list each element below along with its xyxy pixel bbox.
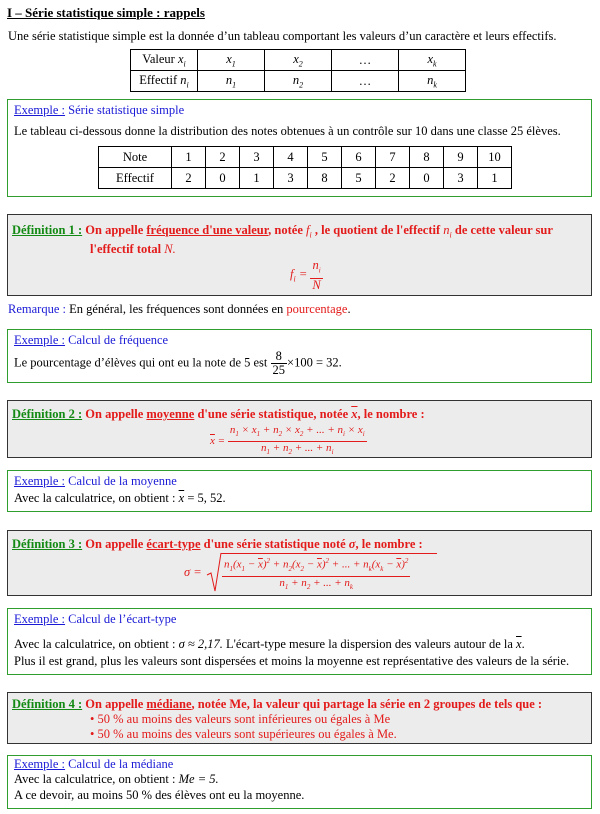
def-text: On appelle — [82, 537, 147, 551]
example-box-4 — [7, 608, 592, 675]
definition-term: fréquence d'une valeur — [146, 223, 269, 237]
fraction-numerator: 8 — [271, 350, 288, 364]
example-heading — [14, 474, 177, 489]
note-cell: 2 — [206, 147, 240, 168]
note-cell: 8 — [410, 147, 444, 168]
def-text: On appelle — [82, 697, 147, 711]
definition-box-3 — [7, 530, 592, 596]
example-body: Le pourcentage d’élèves qui ont eu la note de 5 est — [14, 355, 268, 370]
example-label: Exemple : — [14, 612, 66, 626]
count-cell: 3 — [444, 168, 478, 189]
cell-xk: $x_k$ — [399, 50, 466, 71]
note-cell: 7 — [376, 147, 410, 168]
sigma-symbol: σ — [348, 537, 356, 551]
definition-4-text — [12, 697, 542, 712]
count-cell: 3 — [274, 168, 308, 189]
def-text: de cette valeur sur — [451, 223, 553, 237]
count-cell: 2 — [172, 168, 206, 189]
note-cell: 10 — [478, 147, 512, 168]
count-cell: 1 — [240, 168, 274, 189]
count-cell: 8 — [308, 168, 342, 189]
example-title: Calcul de la médiane — [68, 757, 174, 771]
example-heading — [14, 103, 184, 118]
note-cell: 1 — [172, 147, 206, 168]
example-line-2: Plus il est grand, plus les valeurs sont dispersées et moins la moyenne est représentative des valeurs de la série. — [14, 654, 570, 668]
stddev-formula: $\frac{n_1(x_1 - \overline{x})^2 + n_2(x_2 - \overline{x})^2 + ... + n_k(x_k - \overline{x})^2}{n_1 + n_2 + ... + n_k}$ — [224, 557, 409, 592]
example-label: Exemple : — [14, 333, 66, 347]
sigma-lhs: σ = — [184, 565, 202, 579]
median-bullet-1: • 50 % au moins des valeurs sont inférieures ou égales à Me — [90, 712, 391, 726]
definition-term: moyenne — [146, 407, 195, 421]
cell-n2: $n_2$ — [265, 71, 332, 92]
intro-text: Une série statistique simple est la donnée d’un tableau comportant les valeurs d’un caractère et leurs effectifs. — [8, 29, 557, 43]
example-body: Avec la calculatrice, on obtient : — [14, 637, 176, 651]
def-text: l'effectif total — [90, 242, 165, 256]
mean-value: = 5, 52. — [187, 491, 226, 505]
example-title: Calcul de l’écart-type — [68, 612, 177, 626]
def-text: , notée Me, la valeur qui partage la série en 2 groupes de tels que : — [191, 697, 543, 711]
median-value: Me = 5. — [178, 772, 219, 786]
example-body: Avec la calculatrice, on obtient : — [14, 491, 176, 505]
example-title: Calcul de la moyenne — [68, 474, 177, 488]
example-box-3 — [7, 470, 592, 512]
example-text: Le tableau ci-dessous donne la distribution des notes obtenues à un contrôle sur 10 dans une classe 25 élèves. — [14, 124, 561, 138]
cell-n1: $n_1$ — [198, 71, 265, 92]
count-cell: 1 — [478, 168, 512, 189]
remark-body: En général, les fréquences sont données en — [65, 302, 287, 316]
note-cell: 3 — [240, 147, 274, 168]
notes-header-label: Note — [99, 147, 172, 168]
definition-box-1 — [7, 214, 592, 296]
frequency-formula: $f_i$ = $\frac{n_i}{N}$ — [290, 258, 321, 292]
example-text — [14, 350, 342, 377]
example-box-5 — [7, 755, 592, 809]
count-cell: 0 — [206, 168, 240, 189]
note-cell: 4 — [274, 147, 308, 168]
example-box-1 — [7, 99, 592, 197]
definition-table — [130, 49, 466, 92]
cell-x1: $x_1$ — [198, 50, 265, 71]
def-text: , notée — [268, 223, 306, 237]
median-bullet-2: • 50 % au moins des valeurs sont supérieures ou égales à Me. — [90, 727, 397, 741]
cell-dots: … — [332, 50, 399, 71]
section-title: I – Série statistique simple : rappels — [7, 5, 205, 20]
definition-1-line2 — [90, 242, 176, 257]
example-box-2 — [7, 329, 592, 383]
definition-label: Définition 3 : — [12, 537, 83, 551]
cell-nk: $n_k$ — [399, 71, 466, 92]
note-cell: 5 — [308, 147, 342, 168]
definition-term: médiane — [146, 697, 192, 711]
sqrt-bar — [221, 553, 437, 554]
remark-end: . — [347, 302, 351, 316]
definition-label: Définition 4 : — [12, 697, 83, 711]
example-text: Avec la calculatrice, on obtient : $\overline{x} = 5$, 52. — [14, 491, 226, 505]
remark-text — [8, 302, 351, 317]
example-line-2: A ce devoir, au moins 50 % des élèves ont eu la moyenne. — [14, 788, 305, 802]
definition-box-4 — [7, 692, 592, 744]
count-cell: 2 — [376, 168, 410, 189]
example-title: Série statistique simple — [68, 103, 185, 117]
definition-label: Définition 1 : — [12, 223, 83, 237]
def-text: On appelle — [82, 407, 147, 421]
example-label: Exemple : — [14, 474, 66, 488]
example-heading — [14, 612, 176, 627]
example-result: ×100 = 32. — [287, 355, 342, 370]
example-heading — [14, 757, 173, 772]
note-cell: 6 — [342, 147, 376, 168]
cell-dots: … — [332, 71, 399, 92]
remark-highlight: pourcentage — [286, 302, 348, 316]
cell-x2: $x_2$ — [265, 50, 332, 71]
definition-label: Définition 2 : — [12, 407, 83, 421]
def-symbol: N. — [164, 242, 176, 256]
definition-box-2 — [7, 400, 592, 458]
example-line-1: Avec la calculatrice, on obtient : σ ≈ 2,17. L'écart-type mesure la dispersion des valeurs autour de la $\overline{x}$. — [14, 637, 525, 651]
example-heading — [14, 333, 168, 348]
example-line-1 — [14, 772, 219, 787]
remark-label: Remarque : — [8, 302, 66, 316]
definition-term: écart-type — [146, 537, 201, 551]
count-cell: 0 — [410, 168, 444, 189]
value-header: Valeur $x_i$ — [131, 50, 198, 71]
notes-table — [98, 146, 512, 189]
count-cell: 5 — [342, 168, 376, 189]
example-label: Exemple : — [14, 757, 66, 771]
def-text: d'une série statistique, notée — [194, 407, 352, 421]
def-text: On appelle — [82, 223, 147, 237]
example-body: L'écart-type mesure la dispersion des valeurs autour de la — [226, 637, 513, 651]
sqrt-icon — [206, 551, 222, 593]
note-cell: 9 — [444, 147, 478, 168]
example-body: Avec la calculatrice, on obtient : — [14, 772, 176, 786]
definition-2-text: Définition 2 : On appelle moyenne d'une série statistique, notée $\overline{x}$, le nombre : — [12, 407, 425, 421]
mean-formula: $\overline{x}$ = $\frac{n_1 \times x_1 + n_2 \times x_2 + ... + n_i \times x_i}{n_1 + n_2 + ... + n_i}$ — [210, 424, 365, 457]
def-text: d'une série statistique noté — [200, 537, 349, 551]
count-header-label: Effectif — [99, 168, 172, 189]
count-header: Effectif $n_i$ — [131, 71, 198, 92]
def-text: , le quotient de l'effectif — [314, 223, 444, 237]
def-text: , le nombre : — [355, 537, 423, 551]
example-label: Exemple : — [14, 103, 66, 117]
definition-1-text: Définition 1 : On appelle fréquence d'une valeur, notée $f_i$ , le quotient de l'effectif $n_i$ de cette valeur sur — [12, 223, 553, 240]
stddev-value: σ ≈ 2,17. — [178, 637, 223, 651]
definition-3-text — [12, 537, 423, 552]
example-title: Calcul de fréquence — [68, 333, 169, 347]
fraction-denominator: 25 — [272, 363, 286, 377]
def-text: , le nombre : — [357, 407, 425, 421]
